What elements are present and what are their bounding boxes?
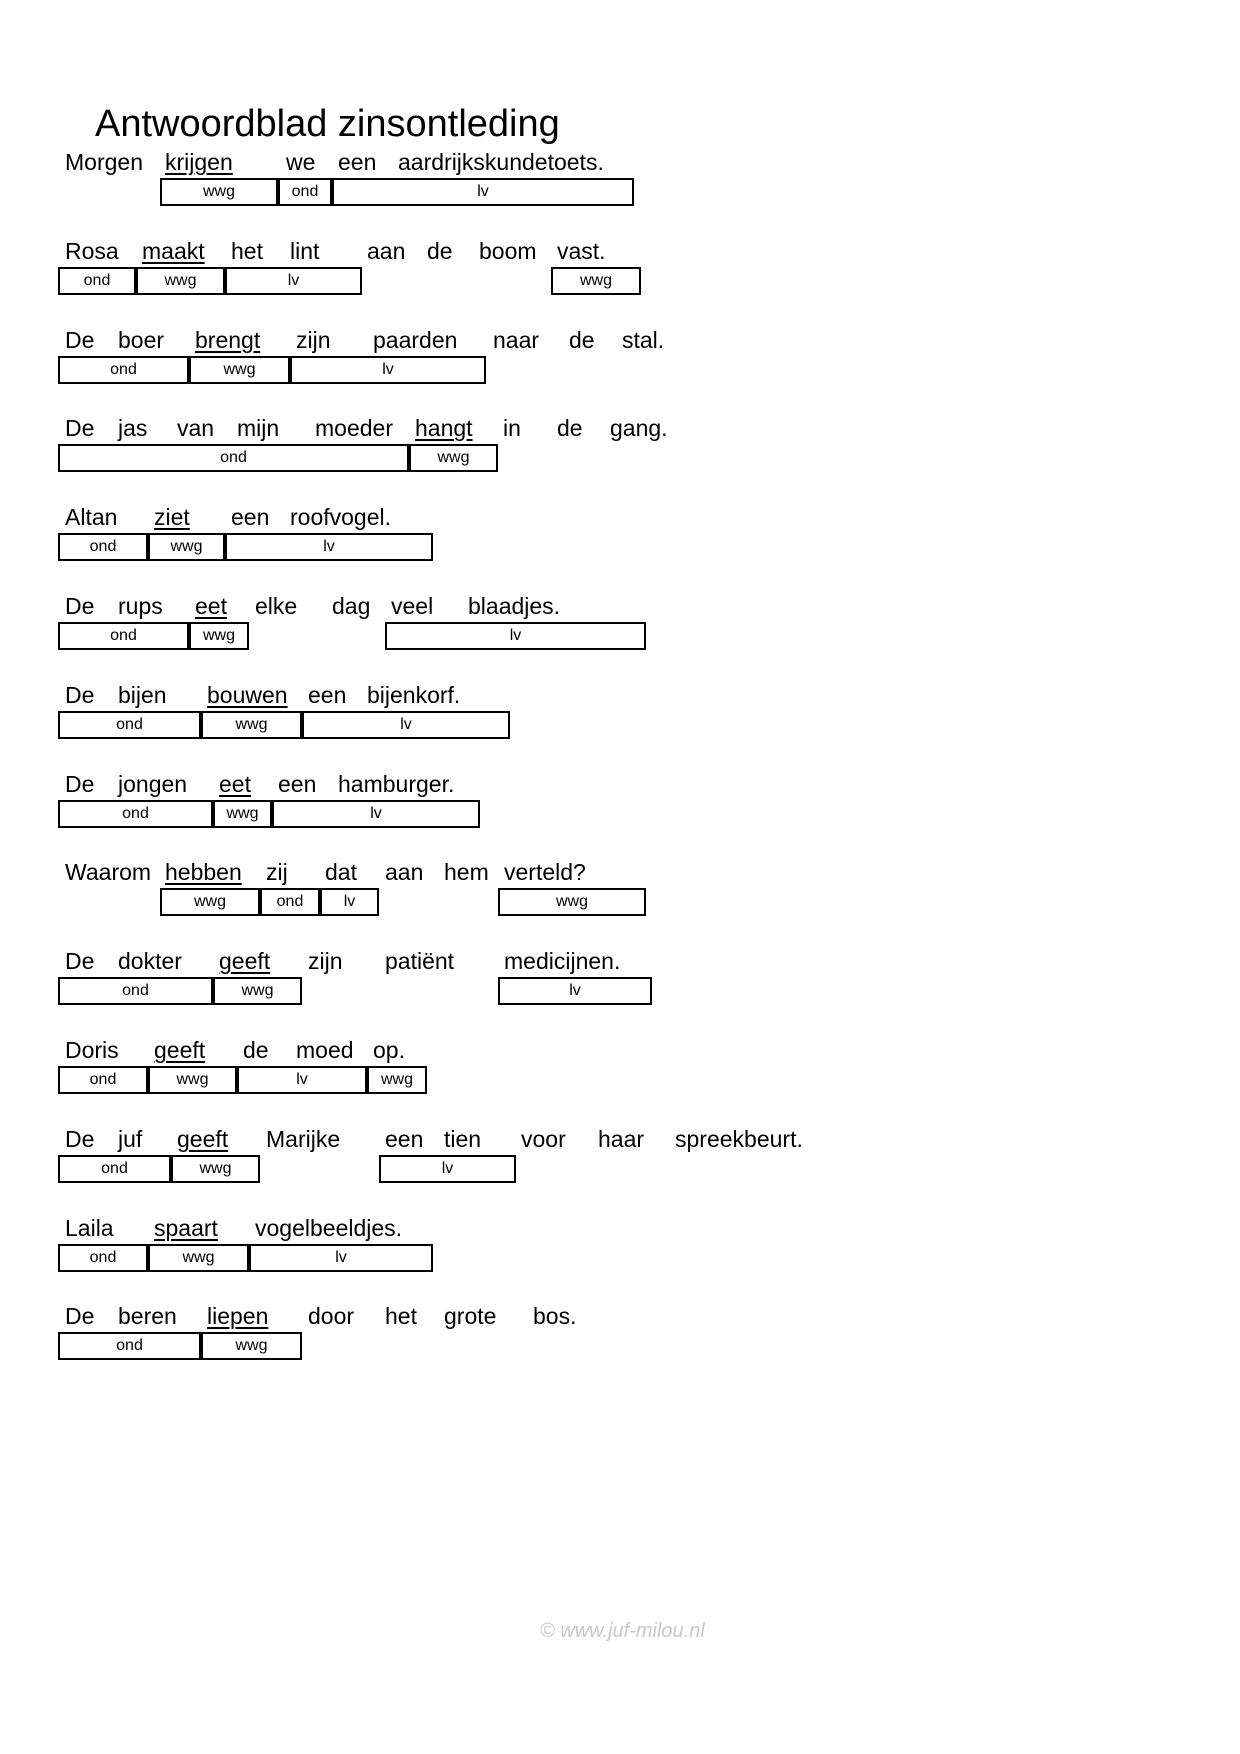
- sentence-word: grote: [444, 1303, 497, 1330]
- verb-word: brengt: [195, 326, 261, 353]
- sentence-word: vogelbeeldjes.: [255, 1214, 403, 1241]
- sentence-word: vast.: [557, 237, 606, 264]
- sentence-word: medicijnen.: [504, 948, 621, 975]
- answer-box-wwg: wwg: [189, 356, 290, 384]
- sentence-word: een: [278, 770, 317, 797]
- sentence-word: gang.: [610, 415, 668, 442]
- sentence-row: [0, 1125, 1240, 1215]
- sentence-word: lint: [290, 237, 320, 264]
- answer-box-wwg: wwg: [136, 267, 225, 295]
- sentence-word: Laila: [65, 1214, 114, 1241]
- sentence-word: zijn: [296, 326, 331, 353]
- answer-box-ond: ond: [58, 444, 409, 472]
- sentence-word: het: [385, 1303, 417, 1330]
- verb-word: hebben: [165, 859, 242, 886]
- sentence-word: hem: [444, 859, 489, 886]
- sentence-word: jas: [118, 415, 148, 442]
- sentence-word: een: [338, 149, 377, 175]
- answer-box-ond: ond: [58, 800, 213, 828]
- sentence-word: blaadjes.: [468, 593, 561, 619]
- sentence-word: het: [231, 237, 263, 264]
- sentence-word: op.: [373, 1037, 405, 1063]
- sentence-word: bos.: [533, 1303, 577, 1330]
- answer-box-wwg: wwg: [213, 977, 302, 1005]
- sentence-word: haar: [598, 1125, 645, 1152]
- sentence-word: zijn: [308, 948, 343, 975]
- sentence-word: tien: [444, 1125, 482, 1152]
- answer-box-ond: ond: [260, 888, 320, 916]
- sentence-word: dokter: [118, 948, 182, 975]
- sentence-word: De: [65, 593, 95, 619]
- sentence-word: een: [385, 1125, 424, 1152]
- verb-word: liepen: [207, 1303, 269, 1330]
- answer-box-ond: ond: [58, 267, 136, 295]
- sentence-row: [0, 1302, 1240, 1392]
- answer-box-wwg: wwg: [148, 1066, 237, 1094]
- answer-box-wwg: wwg: [367, 1066, 427, 1094]
- answer-box-lv: lv: [379, 1155, 516, 1183]
- sentence-word: boer: [118, 326, 165, 353]
- sentence-word: juf: [118, 1125, 143, 1152]
- sentence-word: De: [65, 770, 95, 797]
- answer-box-ond: ond: [58, 533, 148, 561]
- verb-word: geeft: [154, 1037, 206, 1063]
- verb-word: krijgen: [165, 149, 233, 175]
- answer-box-lv: lv: [249, 1244, 433, 1272]
- answer-box-lv: lv: [302, 711, 510, 739]
- sentence-row: [0, 148, 1240, 238]
- verb-word: maakt: [142, 237, 205, 264]
- sentence-word: moed: [296, 1037, 354, 1063]
- sentence-row: [0, 681, 1240, 771]
- answer-box-ond: ond: [58, 622, 189, 650]
- verb-word: spaart: [154, 1214, 218, 1241]
- sentence-word: door: [308, 1303, 355, 1330]
- answer-box-lv: lv: [320, 888, 379, 916]
- sentence-word: we: [286, 149, 316, 175]
- sentence-word: hamburger.: [338, 770, 455, 797]
- sentence-word: elke: [255, 593, 298, 619]
- sentence-word: De: [65, 948, 95, 975]
- answer-box-wwg: wwg: [160, 888, 260, 916]
- sentence-word: aan: [367, 237, 406, 264]
- answer-box-wwg: wwg: [160, 178, 278, 206]
- answer-box-lv: lv: [332, 178, 634, 206]
- sentence-row: [0, 414, 1240, 504]
- answer-box-wwg: wwg: [148, 533, 225, 561]
- sentence-word: Doris: [65, 1037, 119, 1063]
- answer-box-ond: ond: [58, 1066, 148, 1094]
- answer-box-ond: ond: [58, 356, 189, 384]
- sentence-word: stal.: [622, 326, 665, 353]
- sentence-word: de: [427, 237, 453, 264]
- sentence-word: bijenkorf.: [367, 681, 461, 708]
- copyright-watermark: © www.juf-milou.nl: [540, 1620, 705, 1642]
- answer-box-wwg: wwg: [171, 1155, 260, 1183]
- sentence-row: [0, 326, 1240, 416]
- sentence-word: De: [65, 415, 95, 442]
- sentence-row: [0, 858, 1240, 948]
- answer-box-lv: lv: [237, 1066, 367, 1094]
- sentence-row: [0, 1036, 1240, 1126]
- sentence-word: moeder: [315, 415, 393, 442]
- sentence-word: paarden: [373, 326, 458, 353]
- sentence-word: een: [308, 681, 347, 708]
- verb-word: bouwen: [207, 681, 288, 708]
- verb-word: geeft: [177, 1125, 229, 1152]
- answer-box-ond: ond: [58, 1332, 201, 1360]
- sentence-word: aardrijkskundetoets.: [398, 149, 604, 175]
- sentence-word: naar: [493, 326, 540, 353]
- answer-box-ond: ond: [58, 711, 201, 739]
- sentence-word: bijen: [118, 681, 167, 708]
- sentence-word: De: [65, 326, 95, 353]
- answer-box-wwg: wwg: [213, 800, 272, 828]
- answer-box-lv: lv: [272, 800, 480, 828]
- sentence-word: verteld?: [504, 859, 586, 886]
- sentence-word: de: [557, 415, 583, 442]
- sentence-row: [0, 1214, 1240, 1304]
- sentence-word: dat: [325, 859, 357, 886]
- page-title: Antwoordblad zinsontleding: [95, 103, 560, 146]
- answer-box-lv: lv: [290, 356, 486, 384]
- sentence-word: de: [569, 326, 595, 353]
- sentence-row: [0, 592, 1240, 682]
- sentence-word: patiënt: [385, 948, 455, 975]
- sentence-word: veel: [391, 593, 434, 619]
- answer-box-wwg: wwg: [498, 888, 646, 916]
- answer-box-ond: ond: [58, 977, 213, 1005]
- sentence-row: [0, 503, 1240, 593]
- sentence-word: een: [231, 504, 270, 531]
- sentence-word: Altan: [65, 504, 118, 531]
- answer-box-wwg: wwg: [189, 622, 249, 650]
- sentence-word: rups: [118, 593, 163, 619]
- sentence-word: jongen: [118, 770, 188, 797]
- answer-box-wwg: wwg: [409, 444, 498, 472]
- verb-word: geeft: [219, 948, 271, 975]
- sentence-word: beren: [118, 1303, 177, 1330]
- sentence-word: dag: [332, 593, 371, 619]
- sentence-row: [0, 770, 1240, 860]
- sentence-word: Rosa: [65, 237, 119, 264]
- answer-box-wwg: wwg: [201, 1332, 302, 1360]
- sentence-word: de: [243, 1037, 269, 1063]
- sentence-word: De: [65, 1303, 95, 1330]
- answer-box-ond: ond: [278, 178, 332, 206]
- sentence-word: in: [503, 415, 521, 442]
- sentence-word: Morgen: [65, 149, 143, 175]
- sentence-word: aan: [385, 859, 424, 886]
- verb-word: eet: [195, 593, 227, 619]
- answer-box-wwg: wwg: [148, 1244, 249, 1272]
- answer-box-wwg: wwg: [201, 711, 302, 739]
- answer-box-lv: lv: [498, 977, 652, 1005]
- sentence-word: van: [177, 415, 215, 442]
- verb-word: ziet: [154, 504, 190, 531]
- sentence-word: mijn: [237, 415, 280, 442]
- sentence-word: De: [65, 681, 95, 708]
- answer-box-ond: ond: [58, 1244, 148, 1272]
- verb-word: eet: [219, 770, 251, 797]
- sentence-word: Waarom: [65, 859, 152, 886]
- answer-box-wwg: wwg: [551, 267, 641, 295]
- answer-box-lv: lv: [225, 267, 362, 295]
- verb-word: hangt: [415, 415, 473, 442]
- sentence-word: spreekbeurt.: [675, 1125, 803, 1152]
- sentence-word: voor: [521, 1125, 566, 1152]
- answer-box-ond: ond: [58, 1155, 171, 1183]
- sentence-word: roofvogel.: [290, 504, 392, 531]
- sentence-word: boom: [479, 237, 537, 264]
- sentence-row: [0, 947, 1240, 1037]
- answer-box-lv: lv: [225, 533, 433, 561]
- sentence-word: Marijke: [266, 1125, 341, 1152]
- sentence-row: [0, 237, 1240, 327]
- sentence-word: De: [65, 1125, 95, 1152]
- answer-box-lv: lv: [385, 622, 646, 650]
- sentence-word: zij: [266, 859, 288, 886]
